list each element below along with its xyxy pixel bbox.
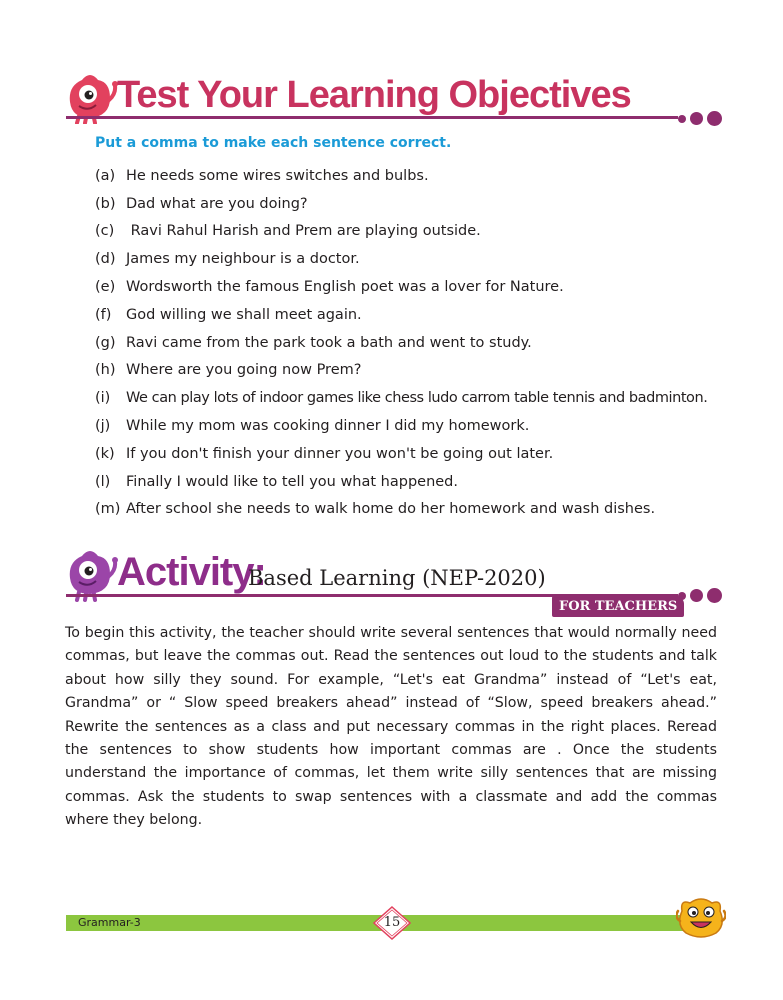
item-label: (c)	[95, 223, 115, 240]
item-text: Wordsworth the famous English poet was a lover for Nature.	[126, 279, 564, 296]
item-label: (h)	[95, 362, 116, 379]
for-teachers-badge: FOR TEACHERS	[552, 596, 684, 617]
section-header-activity	[62, 548, 722, 618]
exercise-item	[95, 412, 705, 440]
item-label: (b)	[95, 195, 116, 212]
item-label: (i)	[95, 390, 111, 407]
item-text: Where are you going now Prem?	[126, 362, 362, 379]
exercise-item	[95, 468, 705, 496]
item-label: (g)	[95, 334, 116, 351]
exercise-item	[95, 440, 705, 468]
item-text: Ravi came from the park took a bath and went to study.	[126, 334, 532, 351]
book-title: Grammar-3	[78, 916, 141, 929]
exercise-item	[95, 329, 705, 357]
item-label: (a)	[95, 167, 116, 184]
exercise-item	[95, 357, 705, 385]
exercise-item	[95, 218, 705, 246]
yellow-monster-icon	[676, 895, 726, 939]
exercise-instruction: Put a comma to make each sentence correct.	[95, 135, 452, 151]
exercise-item	[95, 384, 708, 412]
item-text: We can play lots of indoor games like chess ludo carrom table tennis and badminton.	[126, 390, 708, 407]
item-label: (j)	[95, 418, 111, 435]
item-text: While my mom was cooking dinner I did my homework.	[126, 418, 530, 435]
item-label: (e)	[95, 279, 116, 296]
activity-subtitle: Based Learning (NEP-2020)	[248, 566, 546, 590]
exercise-list	[95, 162, 708, 523]
exercise-item	[95, 162, 705, 190]
page-number-text: 15	[383, 915, 401, 930]
item-label: (l)	[95, 473, 111, 490]
item-text: He needs some wires switches and bulbs.	[126, 167, 429, 184]
activity-title: Activity:	[117, 550, 266, 594]
exercise-item	[95, 496, 705, 524]
item-text: If you don't finish your dinner you won't be going out later.	[126, 445, 554, 462]
item-text: Ravi Rahul Harish and Prem are playing outside.	[126, 223, 481, 240]
item-label: (k)	[95, 445, 115, 462]
item-text: After school she needs to walk home do her homework and wash dishes.	[126, 501, 656, 518]
exercise-item	[95, 190, 705, 218]
item-label: (d)	[95, 251, 116, 268]
section-header-objectives	[62, 72, 722, 128]
item-text: God willing we shall meet again.	[126, 306, 362, 323]
item-label: (f)	[95, 306, 112, 323]
item-text: Dad what are you doing?	[126, 195, 308, 212]
exercise-item	[95, 273, 705, 301]
exercise-item	[95, 245, 705, 273]
item-text: Finally I would like to tell you what happened.	[126, 473, 458, 490]
item-label: (m)	[95, 501, 121, 518]
activity-paragraph: To begin this activity, the teacher should write several sentences that would normally need commas, but leave the commas out. Read the sentences out loud to the students and talk about how silly they sound. For example, “Let's eat Grandma” instead of “Let's eat, Grandma” or “ Slow speed breakers ahead” instead of “Slow, speed breakers ahead.” Rewrite the sentences as a class and put necessary commas in the right places. Reread the sentences to show students how important commas are . Once the students understand the importance of commas, let them write silly sentences that are missing commas. Ask the students to swap sentences with a classmate and add the commas where they belong.	[65, 625, 717, 829]
section-title: Test Your Learning Objectives	[117, 74, 631, 116]
header-rule	[66, 116, 678, 119]
exercise-item	[95, 301, 705, 329]
item-text: James my neighbour is a doctor.	[126, 251, 360, 268]
page-number	[373, 906, 411, 940]
